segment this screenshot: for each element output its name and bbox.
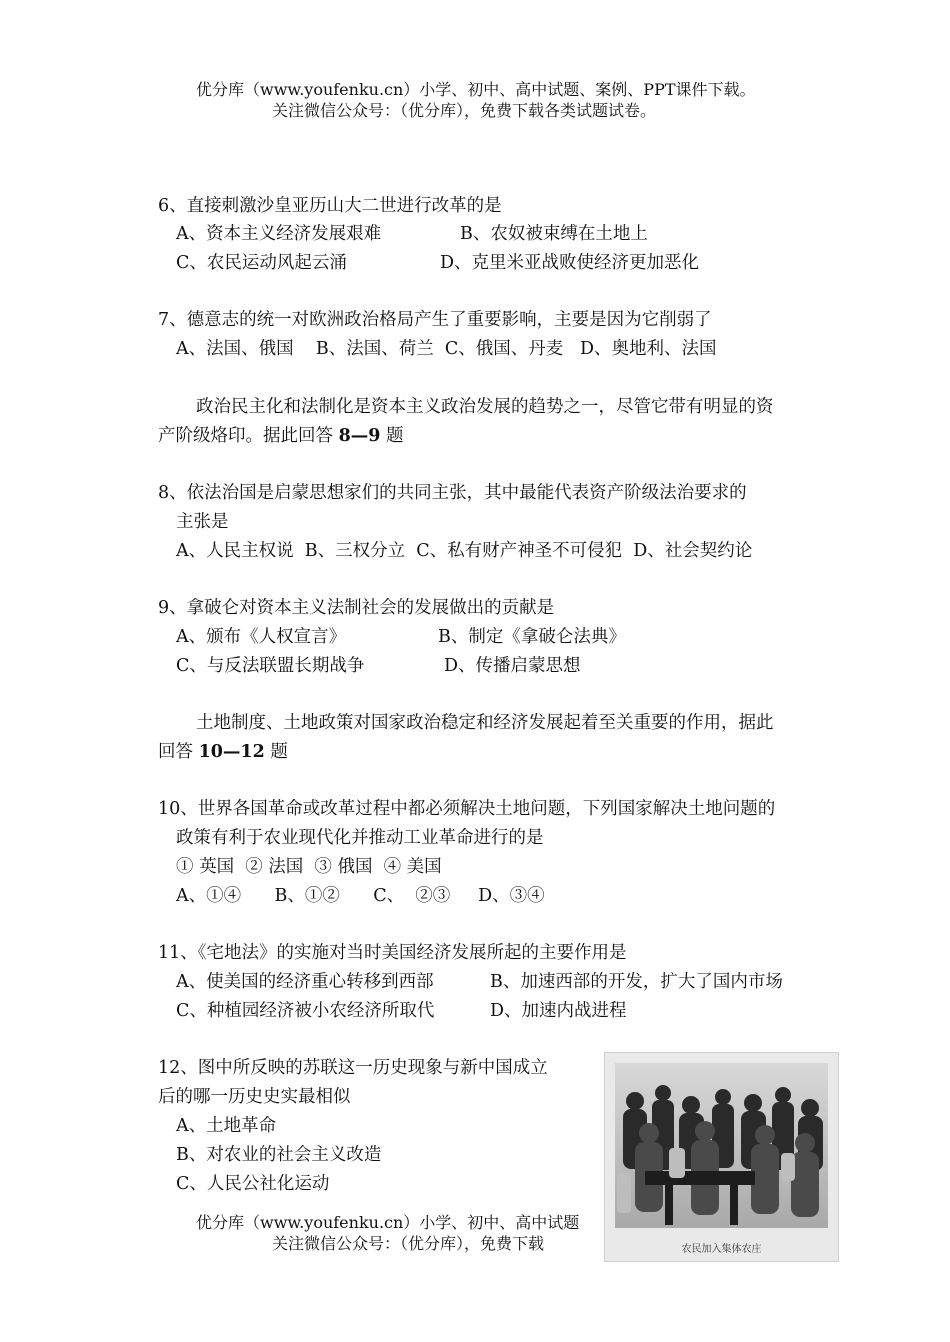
question-11-stem: 11、《宅地法》的实施对当时美国经济发展所起的主要作用是: [158, 943, 627, 963]
question-10-stem-1: 10、世界各国革命或改革过程中都必须解决土地问题，下列国家解决土地问题的: [158, 799, 776, 819]
header-line-2: 关注微信公众号：（优分库），免费下载各类试题试卷。: [272, 101, 657, 120]
question-11-option-c: C、种植园经济被小农经济所取代: [176, 1001, 435, 1021]
question-11-option-b: B、加速西部的开发，扩大了国内市场: [490, 972, 783, 992]
intro-10-12-line-1: 土地制度、土地政策对国家政治稳定和经济发展起着至关重要的作用，据此: [196, 713, 774, 733]
intro-10-12-text: 回答: [158, 742, 199, 762]
photo-caption: 农民加入集体农庄: [681, 1244, 762, 1255]
question-10-stem-2: 政策有利于农业现代化并推动工业革命进行的是: [176, 828, 544, 848]
footer-line-2: 关注微信公众号：（优分库），免费下载: [272, 1234, 545, 1253]
question-8-stem-1: 8、依法治国是启蒙思想家们的共同主张，其中最能代表资产阶级法治要求的: [158, 483, 747, 503]
question-12-option-b: B、对农业的社会主义改造: [176, 1145, 382, 1165]
intro-8-9-range: 8—9: [338, 426, 381, 446]
intro-8-9-line-2: [158, 424, 404, 448]
question-6-option-a: A、资本主义经济发展艰难: [176, 224, 382, 244]
question-6-option-c: C、农民运动风起云涌: [176, 253, 347, 273]
question-6-stem: 6、直接刺激沙皇亚历山大二世进行改革的是: [158, 196, 502, 216]
question-12-stem-2: 后的哪一历史史实最相似: [158, 1087, 351, 1107]
question-6-option-d: D、克里米亚战败使经济更加恶化: [440, 253, 700, 273]
header-line-1: 优分库（www.youfenku.cn）小学、初中、高中试题、案例、PPT课件下载。: [196, 80, 756, 99]
question-10-items: ① 英国 ② 法国 ③ 俄国 ④ 美国: [176, 857, 442, 877]
footer-line-1: 优分库（www.youfenku.cn）小学、初中、高中试题: [196, 1213, 580, 1232]
question-9-option-a: A、颁布《人权宣言》: [176, 627, 347, 647]
collective-farm-photo: [604, 1052, 839, 1262]
question-11-option-d: D、加速内战进程: [490, 1001, 627, 1021]
question-12-option-c: C、人民公社化运动: [176, 1174, 330, 1194]
question-9-stem: 9、拿破仑对资本主义法制社会的发展做出的贡献是: [158, 598, 555, 618]
question-10-options: A、①④ B、①② C、 ②③ D、③④: [176, 886, 545, 906]
question-7-stem: 7、德意志的统一对欧洲政治格局产生了重要影响，主要是因为它削弱了: [158, 310, 712, 330]
question-7-options: A、法国、俄国 B、法国、荷兰 C、俄国、丹麦 D、奥地利、法国: [176, 339, 717, 359]
question-12-stem-1: 12、图中所反映的苏联这一历史现象与新中国成立: [158, 1058, 548, 1078]
question-12-option-a: A、土地革命: [176, 1116, 277, 1136]
intro-10-12-suffix: 题: [264, 742, 288, 762]
question-6-option-b: B、农奴被束缚在土地上: [460, 224, 648, 244]
question-9-option-d: D、传播启蒙思想: [444, 656, 581, 676]
intro-10-12-line-2: [158, 740, 288, 764]
question-9-option-c: C、与反法联盟长期战争: [176, 656, 365, 676]
intro-8-9-text: 产阶级烙印。据此回答: [158, 426, 339, 446]
crowd-photo-graphic: [605, 1053, 838, 1261]
question-11-option-a: A、使美国的经济重心转移到西部: [176, 972, 434, 992]
intro-8-9-suffix: 题: [380, 426, 404, 446]
question-8-options: A、人民主权说 B、三权分立 C、私有财产神圣不可侵犯 D、社会契约论: [176, 541, 753, 561]
question-8-stem-2: 主张是: [176, 512, 229, 532]
intro-8-9-line-1: 政治民主化和法制化是资本主义政治发展的趋势之一，尽管它带有明显的资: [196, 397, 774, 417]
intro-10-12-range: 10—12: [198, 742, 265, 762]
question-9-option-b: B、制定《拿破仑法典》: [438, 627, 626, 647]
